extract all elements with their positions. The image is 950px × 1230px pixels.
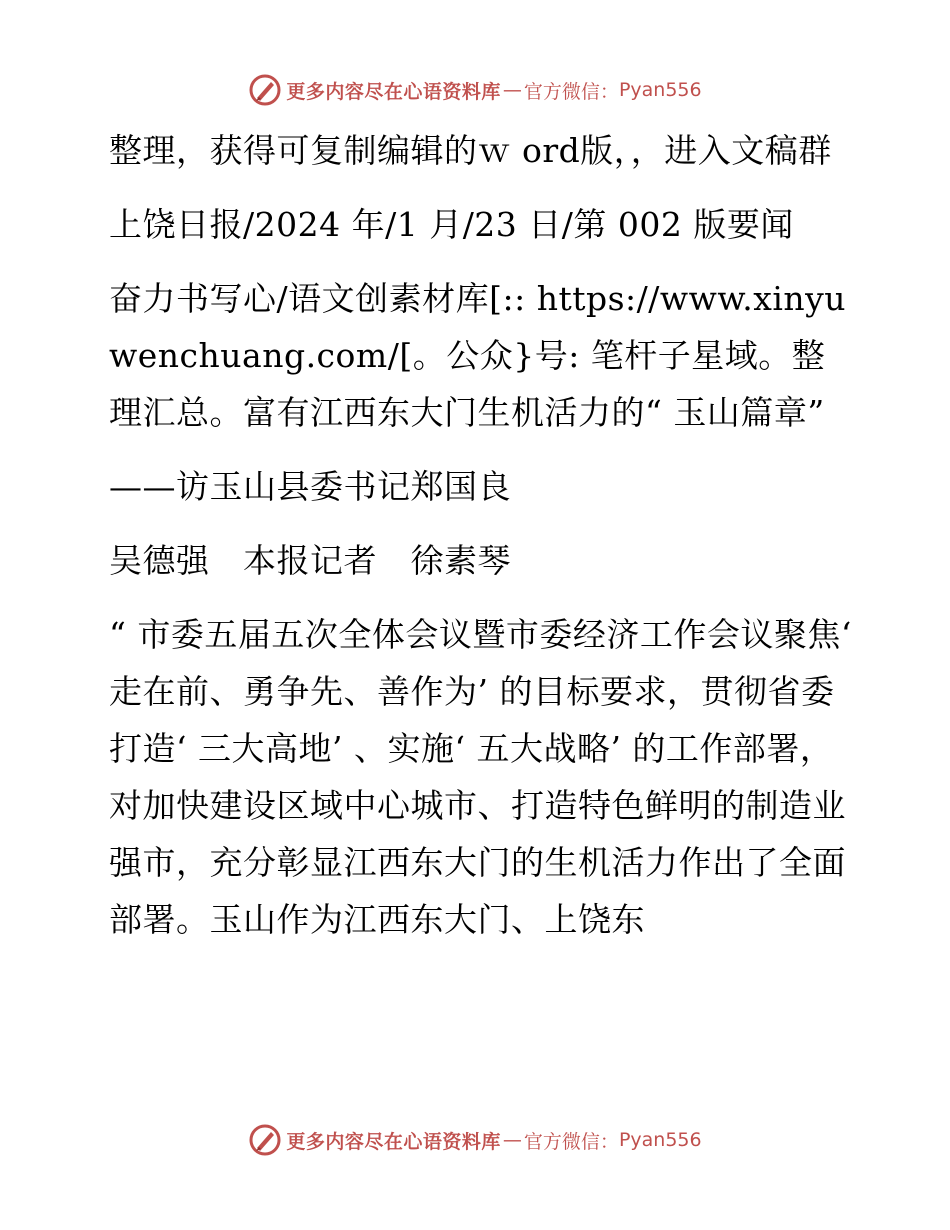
document-body — [97, 122, 857, 965]
pen-seal-icon — [248, 73, 282, 107]
paragraph-source: 上饶日报/2024 年/1 月/23 日/第 002 版要闻 — [109, 205, 794, 244]
watermark-id: Pyan556 — [618, 79, 702, 101]
watermark-subtitle: 官方微信： — [523, 80, 619, 103]
watermark-subtitle: 官方微信： — [523, 1130, 619, 1153]
watermark-title: 更多内容尽在心语资料库 — [286, 1130, 501, 1153]
header-watermark — [0, 70, 950, 110]
watermark-dash: — — [502, 79, 522, 101]
watermark-dash: — — [502, 1129, 522, 1151]
footer-watermark — [0, 1120, 950, 1160]
watermark-id: Pyan556 — [618, 1129, 702, 1151]
paragraph-body: “ 市委五届五次全体会议暨市委经济工作会议聚焦‘ 走在前、勇争先、善作为’ 的目标要求，贯彻省委打造‘ 三大高地’ 、实施‘ 五大战略’ 的工作部署，对加快建设区域中心城市、打造特色鲜明的制造业强市，充分彰显江西东大门的生机活力作出了全面部署。玉山作为江西东大门、上饶东 — [109, 615, 852, 939]
paragraph-headline: 奋力书写心/语文创素材库[:: https://www.xinyuwenchuang.com/[。公众}号: 笔杆子星域。整理汇总。富有江西东大门生机活力的“ 玉山篇章” — [109, 279, 847, 432]
paragraph-intro: 整理，获得可复制编辑的ｗ ord版，，进入文稿群 — [109, 131, 832, 170]
watermark-title: 更多内容尽在心语资料库 — [286, 80, 501, 103]
paragraph-subheadline: ——访玉山县委书记郑国良 — [109, 467, 511, 506]
pen-seal-icon — [248, 1123, 282, 1157]
paragraph-byline: 吴德强 本报记者 徐素琴 — [109, 541, 511, 580]
